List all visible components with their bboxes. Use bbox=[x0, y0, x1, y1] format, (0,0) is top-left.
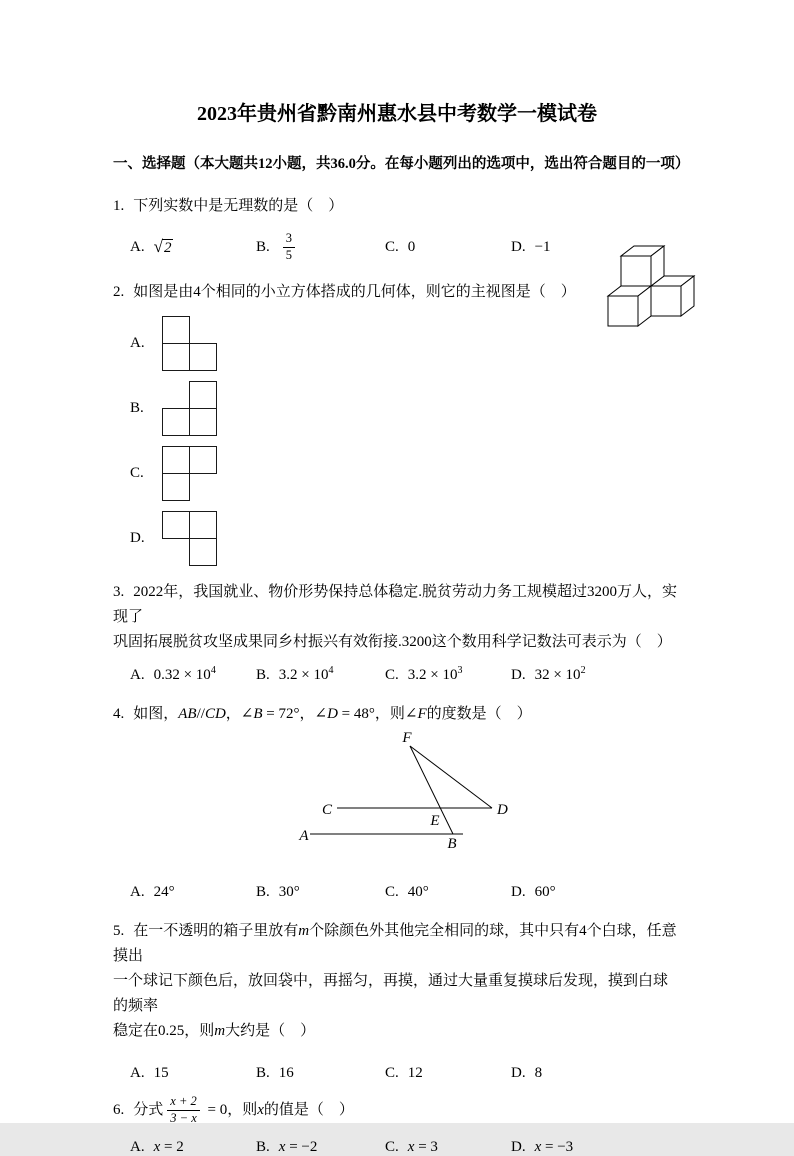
q6-number: 6. bbox=[113, 1101, 125, 1118]
q2-stem bbox=[113, 280, 681, 305]
q1-text: 下列实数中是无理数的是（ ） bbox=[133, 198, 344, 214]
q4-option-b: B. 30° bbox=[256, 884, 300, 901]
q6-option-c: C. x = 3 bbox=[385, 1138, 438, 1155]
q3-option-c: C. $3.2 \times 10^3$ bbox=[385, 665, 463, 684]
q4-text: 如图，AB//CD，∠B = 72°，∠D = 48°，则∠F的度数是（ ） bbox=[133, 706, 532, 723]
point-label-A: A bbox=[299, 828, 309, 845]
q5-text-line2: 一个球记下颜色后，放回袋中，再摇匀，再摸，通过大量重复摸球后发现，摸到白球的频率 bbox=[113, 973, 669, 1015]
q2-option-c: C. bbox=[130, 445, 681, 501]
exponent: 4 bbox=[210, 665, 216, 677]
q6-text: 分式 $\frac{x + 2}{3 - x}$ = 0，则x的值是（ ） bbox=[133, 1094, 354, 1125]
sqrt-expression: √2 bbox=[153, 237, 172, 257]
q5-option-b: B. 16 bbox=[256, 1065, 294, 1082]
q6-option-d: D. x = −3 bbox=[511, 1138, 574, 1155]
q5-stem: 5. 在一不透明的箱子里放有m个除颜色外其他完全相同的球，其中只有4个白球，任意摸出 一个球记下颜色后，放回袋中，再摇匀，再摸，通过大量重复摸球后发现，摸到白球的频率 稳定在0.25，则m大约是（ ） bbox=[113, 919, 681, 1044]
q6-stem bbox=[113, 1094, 681, 1126]
exponent: 4 bbox=[328, 665, 334, 677]
q6-option-b: B. x = −2 bbox=[256, 1138, 318, 1155]
q2-number: 2. bbox=[113, 284, 125, 301]
q5-option-a: A. 15 bbox=[130, 1065, 169, 1082]
radical-icon: √ bbox=[153, 237, 163, 257]
q6-options bbox=[130, 1139, 681, 1156]
q4-options bbox=[130, 884, 681, 901]
q6-option-a: A. x = 2 bbox=[130, 1138, 184, 1155]
q2-text: 如图是由4个相同的小立方体搭成的几何体，则它的主视图是（ ） bbox=[133, 284, 576, 301]
fraction: $\frac{x + 2}{3 - x}$ bbox=[167, 1094, 199, 1126]
q1-number: 1. bbox=[113, 198, 125, 214]
q5-text-line3: 稳定在0.25，则m大约是（ ） bbox=[113, 1023, 316, 1040]
q3-option-d: D. $32 \times 10^2$ bbox=[511, 665, 586, 684]
q5-number: 5. bbox=[113, 923, 125, 940]
q1-stem bbox=[113, 194, 681, 219]
q3-option-a: A. $0.32 \times 10^4$ bbox=[130, 665, 216, 684]
q2-option-d: D. bbox=[130, 510, 681, 566]
q1-options bbox=[130, 231, 681, 263]
q1-option-c: C. 0 bbox=[385, 238, 416, 255]
q4-option-d: D. 60° bbox=[511, 884, 556, 901]
q5-option-c: C. 12 bbox=[385, 1065, 423, 1082]
q4-number: 4. bbox=[113, 706, 125, 723]
q1-option-a: A. √2 bbox=[130, 237, 172, 257]
cube-front-left bbox=[608, 286, 651, 326]
exponent: 3 bbox=[457, 665, 463, 677]
view-diagram-a bbox=[162, 316, 217, 371]
q4-stem bbox=[113, 702, 681, 727]
view-diagram-d bbox=[162, 511, 217, 566]
q3-text-line1: 2022年，我国就业、物价形势保持总体稳定.脱贫劳动力务工规模超过3200万人，实现了 bbox=[113, 584, 678, 626]
q4-geometry-figure bbox=[295, 729, 525, 851]
view-diagram-c bbox=[162, 446, 217, 501]
cube-back-right bbox=[651, 276, 694, 316]
q2-option-b: B. bbox=[130, 380, 681, 436]
exponent: 2 bbox=[580, 665, 586, 677]
q3-text-line2: 巩固拓展脱贫攻坚成果同乡村振兴有效衔接.3200这个数用科学记数法可表示为（ ） bbox=[113, 634, 672, 651]
q4-option-c: C. 40° bbox=[385, 884, 429, 901]
q5-option-d: D. 8 bbox=[511, 1065, 543, 1082]
fraction: $\frac{3}{5}$ bbox=[283, 231, 295, 263]
point-label-D: D bbox=[497, 802, 508, 819]
point-label-C: C bbox=[321, 802, 333, 819]
q2-option-a: A. bbox=[130, 315, 681, 371]
point-label-E: E bbox=[430, 813, 440, 830]
line-FD bbox=[410, 746, 492, 808]
q3-option-b: B. $3.2 \times 10^4$ bbox=[256, 665, 334, 684]
q1-option-b: B. $\frac{3}{5}$ bbox=[256, 231, 385, 263]
cube-solid-figure bbox=[600, 246, 696, 328]
q5-options bbox=[130, 1065, 681, 1082]
q1-option-d: D. −1 bbox=[511, 238, 551, 255]
q4-option-a: A. 24° bbox=[130, 884, 175, 901]
point-label-F: F bbox=[402, 730, 412, 747]
q3-number: 3. bbox=[113, 584, 125, 601]
cube-top bbox=[621, 246, 664, 286]
q3-stem bbox=[113, 580, 681, 655]
q3-options bbox=[130, 667, 681, 684]
view-diagram-b bbox=[162, 381, 217, 436]
section-header: 一、选择题（本大题共12小题，共36.0分。在每小题列出的选项中，选出符合题目的一项） bbox=[113, 156, 690, 172]
page-title: 2023年贵州省黔南州惠水县中考数学一模试卷 bbox=[197, 103, 597, 125]
point-label-B: B bbox=[447, 836, 457, 853]
